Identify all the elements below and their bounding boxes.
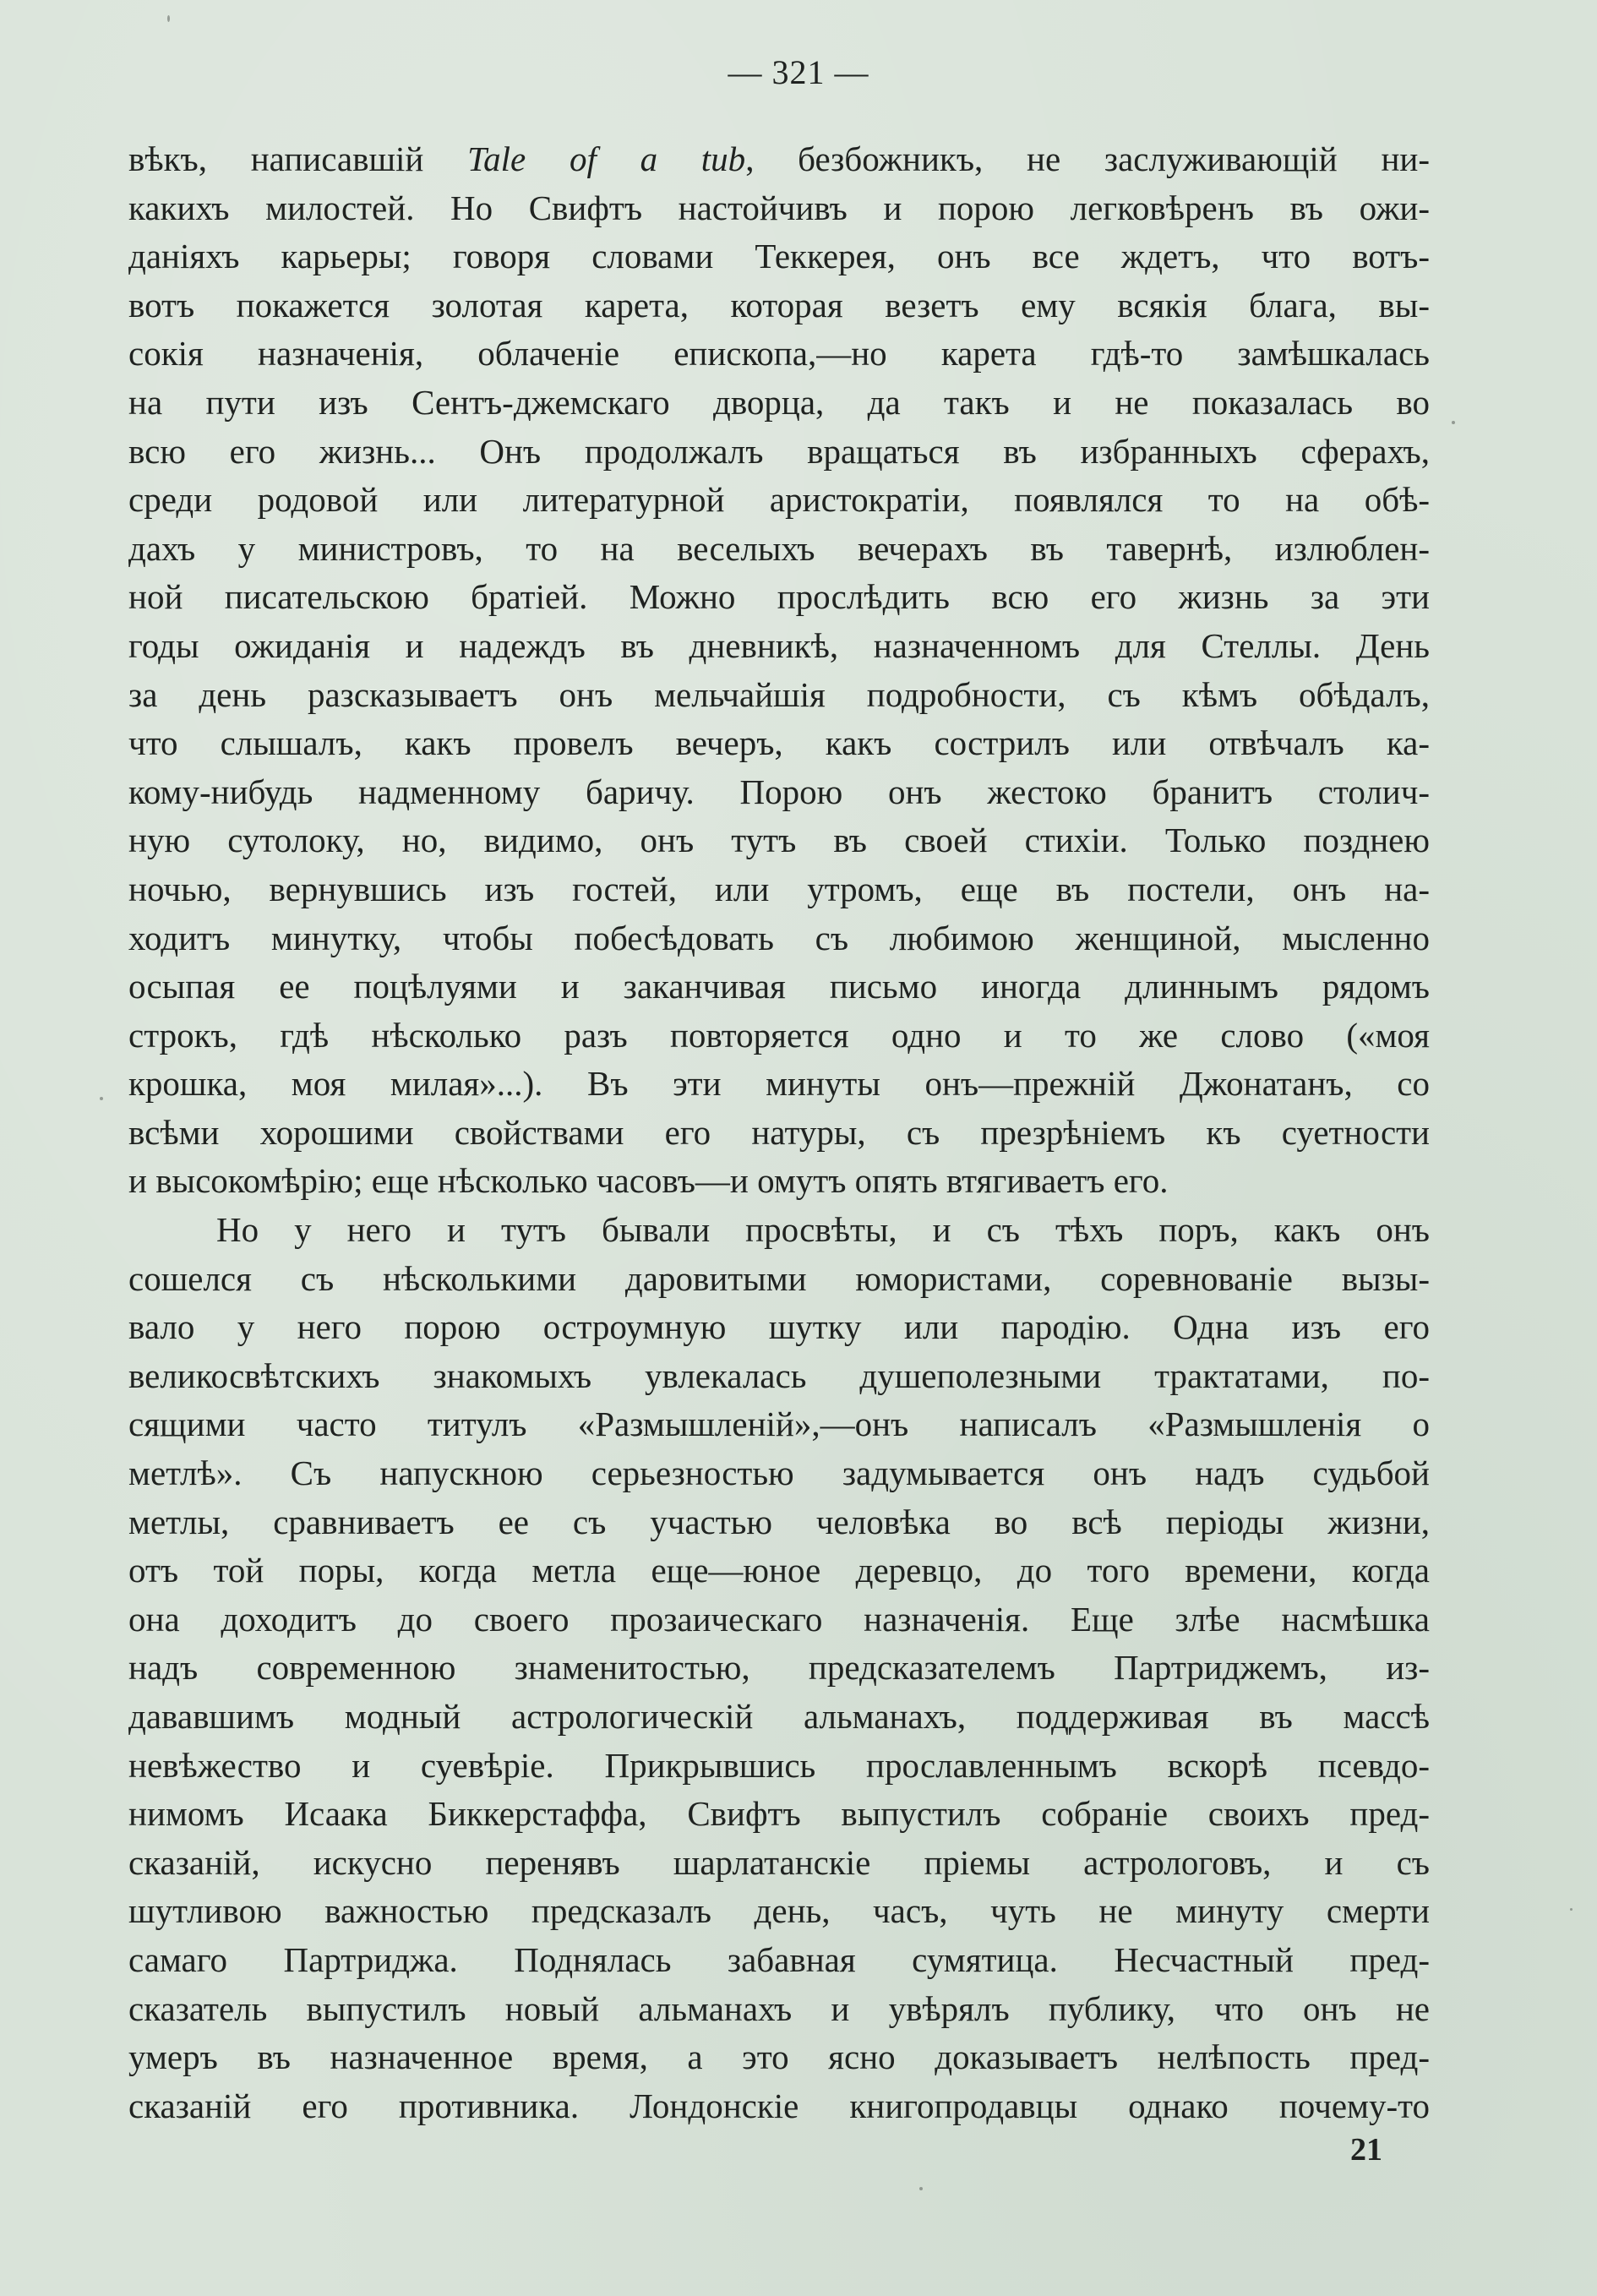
- text-line: среди родовой или литературной аристократіи, появлялся то на обѣ-: [128, 480, 1430, 520]
- body-text: [128, 135, 1430, 2130]
- text-line: на пути изъ Сентъ-джемскаго дворца, да такъ и не показалась во: [128, 382, 1430, 422]
- text-line: метлѣ». Съ напускною серьезностью задумывается онъ надъ судьбой: [128, 1453, 1430, 1493]
- text-line: Но у него и тутъ бывали просвѣты, и съ тѣхъ поръ, какъ онъ: [216, 1210, 1430, 1250]
- text-line: что слышалъ, какъ провелъ вечеръ, какъ сострилъ или отвѣчалъ ка-: [128, 723, 1430, 763]
- text-line: шутливою важностью предсказалъ день, часъ, чуть не минуту смерти: [128, 1891, 1430, 1931]
- paper-speck: [167, 15, 170, 22]
- text-line: отъ той поры, когда метла еще—юное деревцо, до того времени, когда: [128, 1551, 1430, 1590]
- text-line: умеръ въ назначенное время, а это ясно доказываетъ нелѣпость пред-: [128, 2037, 1430, 2077]
- page-number: — 321 —: [728, 53, 869, 91]
- text-line: дахъ у министровъ, то на веселыхъ вечерахъ въ тавернѣ, излюблен-: [128, 528, 1430, 568]
- text-line: сказаній его противника. Лондонскіе книгопродавцы однако почему-то: [128, 2086, 1430, 2125]
- text-line: осыпая ее поцѣлуями и заканчивая письмо иногда длиннымъ рядомъ: [128, 967, 1430, 1006]
- text-line: кому-нибудь надменному баричу. Порою онъ жестоко бранитъ столич-: [128, 772, 1430, 811]
- text-line: метлы, сравниваетъ ее съ участью человѣка во всѣ періоды жизни,: [128, 1502, 1430, 1541]
- text-line: вотъ покажется золотая карета, которая везетъ ему всякія блага, вы-: [128, 285, 1430, 324]
- text-line: строкъ, гдѣ нѣсколько разъ повторяется одно и то же слово («моя: [128, 1015, 1430, 1055]
- text-line: какихъ милостей. Но Свифтъ настойчивъ и порою легковѣренъ въ ожи-: [128, 188, 1430, 227]
- text-line: вало у него порою остроумную шутку или пародію. Одна изъ его: [128, 1307, 1430, 1347]
- text-line: нимомъ Исаака Биккерстаффа, Свифтъ выпустилъ собраніе своихъ пред-: [128, 1794, 1430, 1834]
- text-line: сошелся съ нѣсколькими даровитыми юмористами, соревнованіе вызы-: [128, 1258, 1430, 1298]
- text-line: за день разсказываетъ онъ мельчайшія подробности, съ кѣмъ обѣдалъ,: [128, 674, 1430, 714]
- text-line: сказаній, искусно перенявъ шарлатанскіе пріемы астрологовъ, и съ: [128, 1842, 1430, 1882]
- text-line: сказатель выпустилъ новый альманахъ и увѣрялъ публику, что онъ не: [128, 1988, 1430, 2028]
- text-line: даніяхъ карьеры; говоря словами Теккерея, онъ все ждетъ, что вотъ-: [128, 237, 1430, 276]
- text-line: дававшимъ модный астрологическій альманахъ, поддерживая въ массѣ: [128, 1697, 1430, 1736]
- text-line: ночью, вернувшись изъ гостей, или утромъ, еще въ постели, онъ на-: [128, 869, 1430, 908]
- text-line: ную сутолоку, но, видимо, онъ тутъ въ своей стихіи. Только позднею: [128, 821, 1430, 860]
- text-line: крошка, моя милая»...). Въ эти минуты онъ—прежній Джонатанъ, со: [128, 1064, 1430, 1104]
- text-line: годы ожиданія и надеждъ въ дневникѣ, назначенномъ для Стеллы. День: [128, 625, 1430, 665]
- signature-mark: 21: [1350, 2132, 1382, 2168]
- paper-speck: [100, 1097, 103, 1100]
- paper-speck: [1452, 421, 1455, 424]
- paper-speck: [919, 2187, 923, 2190]
- text-line: ходитъ минутку, чтобы побесѣдовать съ любимою женщиной, мысленно: [128, 918, 1430, 957]
- paper-speck: [1570, 1908, 1572, 1911]
- text-line: сокія назначенія, облаченіе епископа,—но карета гдѣ-то замѣшкалась: [128, 334, 1430, 374]
- text-line: невѣжество и суевѣріе. Прикрывшись прославленнымъ вскорѣ псевдо-: [128, 1745, 1430, 1785]
- text-line: великосвѣтскихъ знакомыхъ увлекалась душеполезными трактатами, по-: [128, 1355, 1430, 1395]
- text-line: надъ современною знаменитостью, предсказателемъ Партриджемъ, из-: [128, 1648, 1430, 1688]
- text-line: вѣкъ, написавшій Tale of a tub, безбожникъ, не заслуживающій ни-: [128, 139, 1430, 178]
- text-line: самаго Партриджа. Поднялась забавная сумятица. Несчастный пред-: [128, 1939, 1430, 1979]
- book-title: Tale of a tub: [467, 139, 746, 178]
- text-line: всю его жизнь... Онъ продолжалъ вращаться въ избранныхъ сферахъ,: [128, 431, 1430, 471]
- text-line: всѣми хорошими свойствами его натуры, съ презрѣніемъ къ суетности: [128, 1112, 1430, 1152]
- text-line: и высокомѣрію; еще нѣсколько часовъ—и омутъ опять втягиваетъ его.: [128, 1161, 1169, 1201]
- text-line: ной писательскою братіей. Можно прослѣдить всю его жизнь за эти: [128, 577, 1430, 617]
- text-line: она доходитъ до своего прозаическаго назначенія. Еще злѣе насмѣшка: [128, 1599, 1430, 1639]
- text-line: сящими часто титулъ «Размышленій»,—онъ написалъ «Размышленія о: [128, 1404, 1430, 1444]
